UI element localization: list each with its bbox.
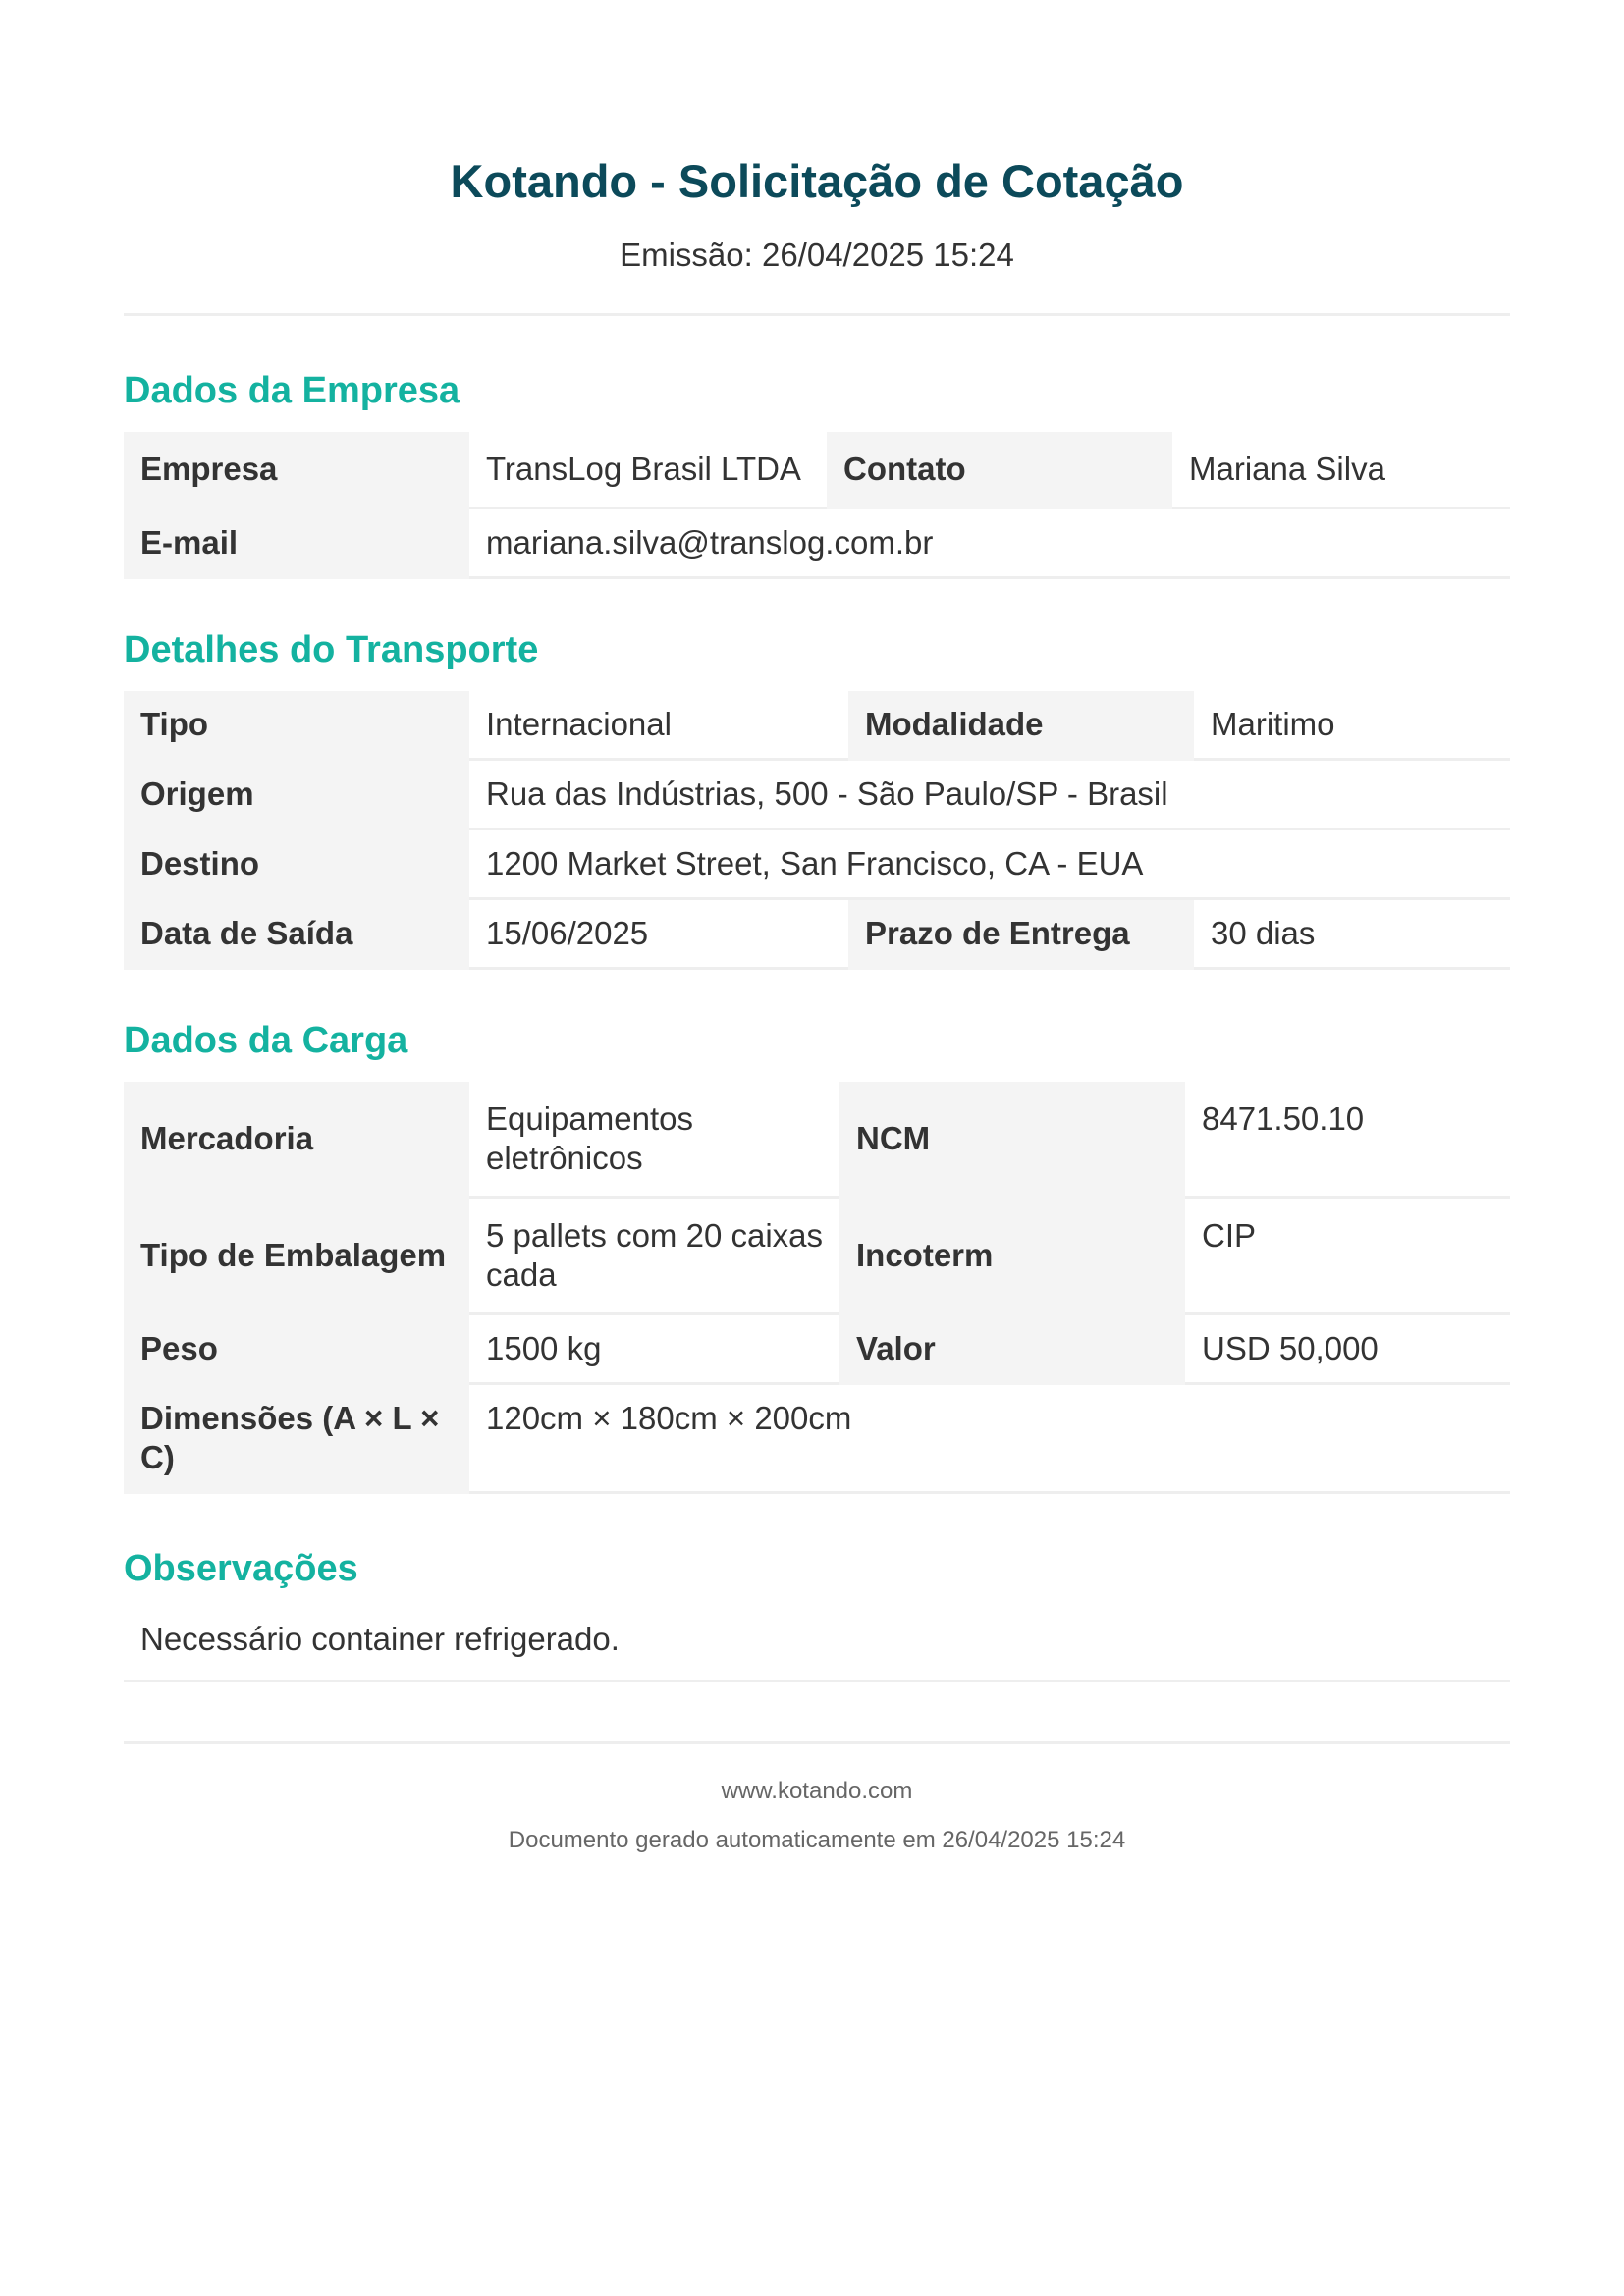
table-row bbox=[124, 432, 1510, 508]
document-content bbox=[124, 0, 1510, 1855]
table-row bbox=[124, 760, 1510, 829]
empresa-label: Empresa bbox=[124, 432, 469, 508]
transport-table bbox=[124, 691, 1510, 970]
section-title-cargo: Dados da Carga bbox=[124, 1020, 408, 1061]
modalidade-label: Modalidade bbox=[848, 691, 1194, 760]
destino-value: 1200 Market Street, San Francisco, CA - EUA bbox=[469, 829, 1510, 899]
peso-value: 1500 kg bbox=[469, 1314, 839, 1384]
peso-label: Peso bbox=[124, 1314, 469, 1384]
table-row bbox=[124, 508, 1510, 578]
saida-value: 15/06/2025 bbox=[469, 899, 848, 969]
footer-generated: Documento gerado automaticamente em 26/04/2025 15:24 bbox=[508, 1827, 1126, 1853]
footer-website: www.kotando.com bbox=[721, 1778, 913, 1804]
table-row bbox=[124, 691, 1510, 760]
contato-label: Contato bbox=[827, 432, 1172, 508]
ncm-label: NCM bbox=[839, 1082, 1185, 1198]
table-row bbox=[124, 1082, 1510, 1198]
table-row bbox=[124, 1314, 1510, 1384]
header-divider bbox=[124, 313, 1510, 316]
table-row bbox=[124, 899, 1510, 969]
incoterm-label: Incoterm bbox=[839, 1198, 1185, 1314]
ncm-value: 8471.50.10 bbox=[1185, 1082, 1510, 1198]
valor-value: USD 50,000 bbox=[1185, 1314, 1510, 1384]
embalagem-value: 5 pallets com 20 caixas cada bbox=[469, 1198, 839, 1314]
empresa-value: TransLog Brasil LTDA bbox=[469, 432, 827, 508]
tipo-label: Tipo bbox=[124, 691, 469, 760]
table-row bbox=[124, 829, 1510, 899]
dimensoes-value: 120cm × 180cm × 200cm bbox=[469, 1384, 1510, 1493]
email-value: mariana.silva@translog.com.br bbox=[469, 508, 1510, 578]
contato-value: Mariana Silva bbox=[1172, 432, 1510, 508]
emission-date: Emissão: 26/04/2025 15:24 bbox=[620, 237, 1014, 273]
valor-label: Valor bbox=[839, 1314, 1185, 1384]
tipo-value: Internacional bbox=[469, 691, 848, 760]
mercadoria-value: Equipamentos eletrônicos bbox=[469, 1082, 839, 1198]
incoterm-value: CIP bbox=[1185, 1198, 1510, 1314]
section-title-company: Dados da Empresa bbox=[124, 370, 460, 411]
page-title: Kotando - Solicitação de Cotação bbox=[450, 155, 1184, 207]
embalagem-label: Tipo de Embalagem bbox=[124, 1198, 469, 1314]
section-title-notes: Observações bbox=[124, 1548, 358, 1589]
saida-label: Data de Saída bbox=[124, 899, 469, 969]
email-label: E-mail bbox=[124, 508, 469, 578]
cargo-table bbox=[124, 1082, 1510, 1494]
prazo-label: Prazo de Entrega bbox=[848, 899, 1194, 969]
notes-text: Necessário container refrigerado. bbox=[124, 1600, 1510, 1682]
mercadoria-label: Mercadoria bbox=[124, 1082, 469, 1198]
destino-label: Destino bbox=[124, 829, 469, 899]
dimensoes-label: Dimensões (A × L × C) bbox=[124, 1384, 469, 1493]
origem-label: Origem bbox=[124, 760, 469, 829]
company-table bbox=[124, 432, 1510, 579]
table-row bbox=[124, 1198, 1510, 1314]
origem-value: Rua das Indústrias, 500 - São Paulo/SP - Brasil bbox=[469, 760, 1510, 829]
table-row bbox=[124, 1384, 1510, 1493]
section-title-transport: Detalhes do Transporte bbox=[124, 629, 539, 670]
modalidade-value: Maritimo bbox=[1194, 691, 1510, 760]
prazo-value: 30 dias bbox=[1194, 899, 1510, 969]
footer-divider bbox=[124, 1741, 1510, 1744]
